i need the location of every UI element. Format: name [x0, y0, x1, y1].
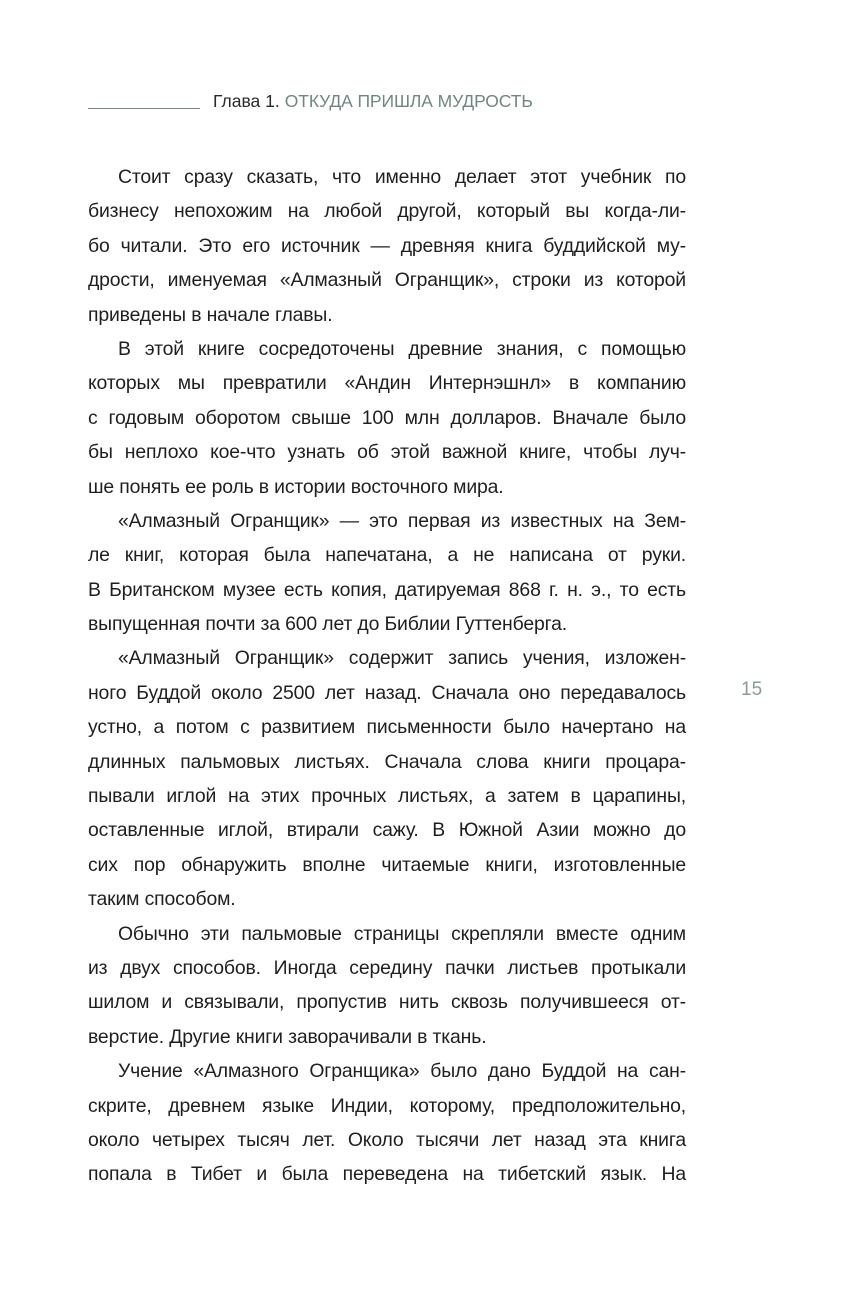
text-line: бо читали. Это его источник — древняя книга буддийской му- — [88, 234, 686, 257]
text-line: пывали иглой на этих прочных листьях, а затем в царапины, — [88, 785, 686, 808]
text-line: устно, а потом с развитием письменности было начертано на — [88, 716, 686, 739]
text-line: попала в Тибет и была переведена на тибетский язык. На — [88, 1163, 686, 1186]
text-line: около четырех тысяч лет. Около тысячи лет назад эта книга — [88, 1128, 686, 1151]
chapter-title: ОТКУДА ПРИШЛА МУДРОСТЬ — [284, 90, 533, 111]
text-line: бы неплохо кое-что узнать об этой важной книге, чтобы луч- — [88, 441, 686, 464]
text-line: В этой книге сосредоточены древние знания, с помощью — [118, 337, 686, 360]
text-line: из двух способов. Иногда середину пачки листьев протыкали — [88, 956, 686, 979]
text-line: Учение «Алмазного Огранщика» было дано Буддой на сан- — [118, 1060, 686, 1083]
text-line: «Алмазный Огранщик» содержит запись учения, изложен- — [118, 647, 686, 670]
text-line: с годовым оборотом свыше 100 млн долларов. Вначале было — [88, 406, 686, 429]
page-number: 15 — [741, 679, 763, 700]
body-text — [88, 160, 686, 1192]
text-line: верстие. Другие книги заворачивали в ткань. — [88, 1025, 487, 1048]
text-line: скрите, древнем языке Индии, которому, предположительно, — [88, 1094, 686, 1117]
text-line: выпущенная почти за 600 лет до Библии Гуттенберга. — [88, 613, 567, 636]
header-rule — [88, 108, 200, 109]
text-line: таким способом. — [88, 888, 236, 911]
text-line: «Алмазный Огранщик» — это первая из известных на Зем- — [118, 509, 686, 532]
chapter-label: Глава 1. — [213, 90, 280, 111]
text-line: бизнесу непохожим на любой другой, который вы когда-ли- — [88, 200, 686, 223]
text-line: В Британском музее есть копия, датируемая 868 г. н. э., то есть — [88, 578, 686, 601]
running-header — [88, 86, 533, 116]
text-line: Обычно эти пальмовые страницы скрепляли вместе одним — [118, 922, 686, 945]
text-line: длинных пальмовых листьях. Сначала слова книги процара- — [88, 750, 686, 773]
text-line: ше понять ее роль в истории восточного мира. — [88, 475, 504, 498]
text-line: шилом и связывали, пропустив нить сквозь получившееся от- — [88, 991, 686, 1014]
text-line: ле книг, которая была напечатана, а не написана от руки. — [88, 544, 686, 567]
text-line: дрости, именуемая «Алмазный Огранщик», строки из которой — [88, 269, 686, 292]
text-line: ного Буддой около 2500 лет назад. Сначала оно передавалось — [88, 681, 686, 704]
text-line: которых мы превратили «Андин Интернэшнл» в компанию — [88, 372, 686, 395]
text-line: приведены в начале главы. — [88, 303, 333, 326]
text-line: Стоит сразу сказать, что именно делает этот учебник по — [118, 166, 686, 188]
text-line: оставленные иглой, втирали сажу. В Южной Азии можно до — [88, 819, 686, 842]
text-line: сих пор обнаружить вполне читаемые книги, изготовленные — [88, 853, 686, 876]
